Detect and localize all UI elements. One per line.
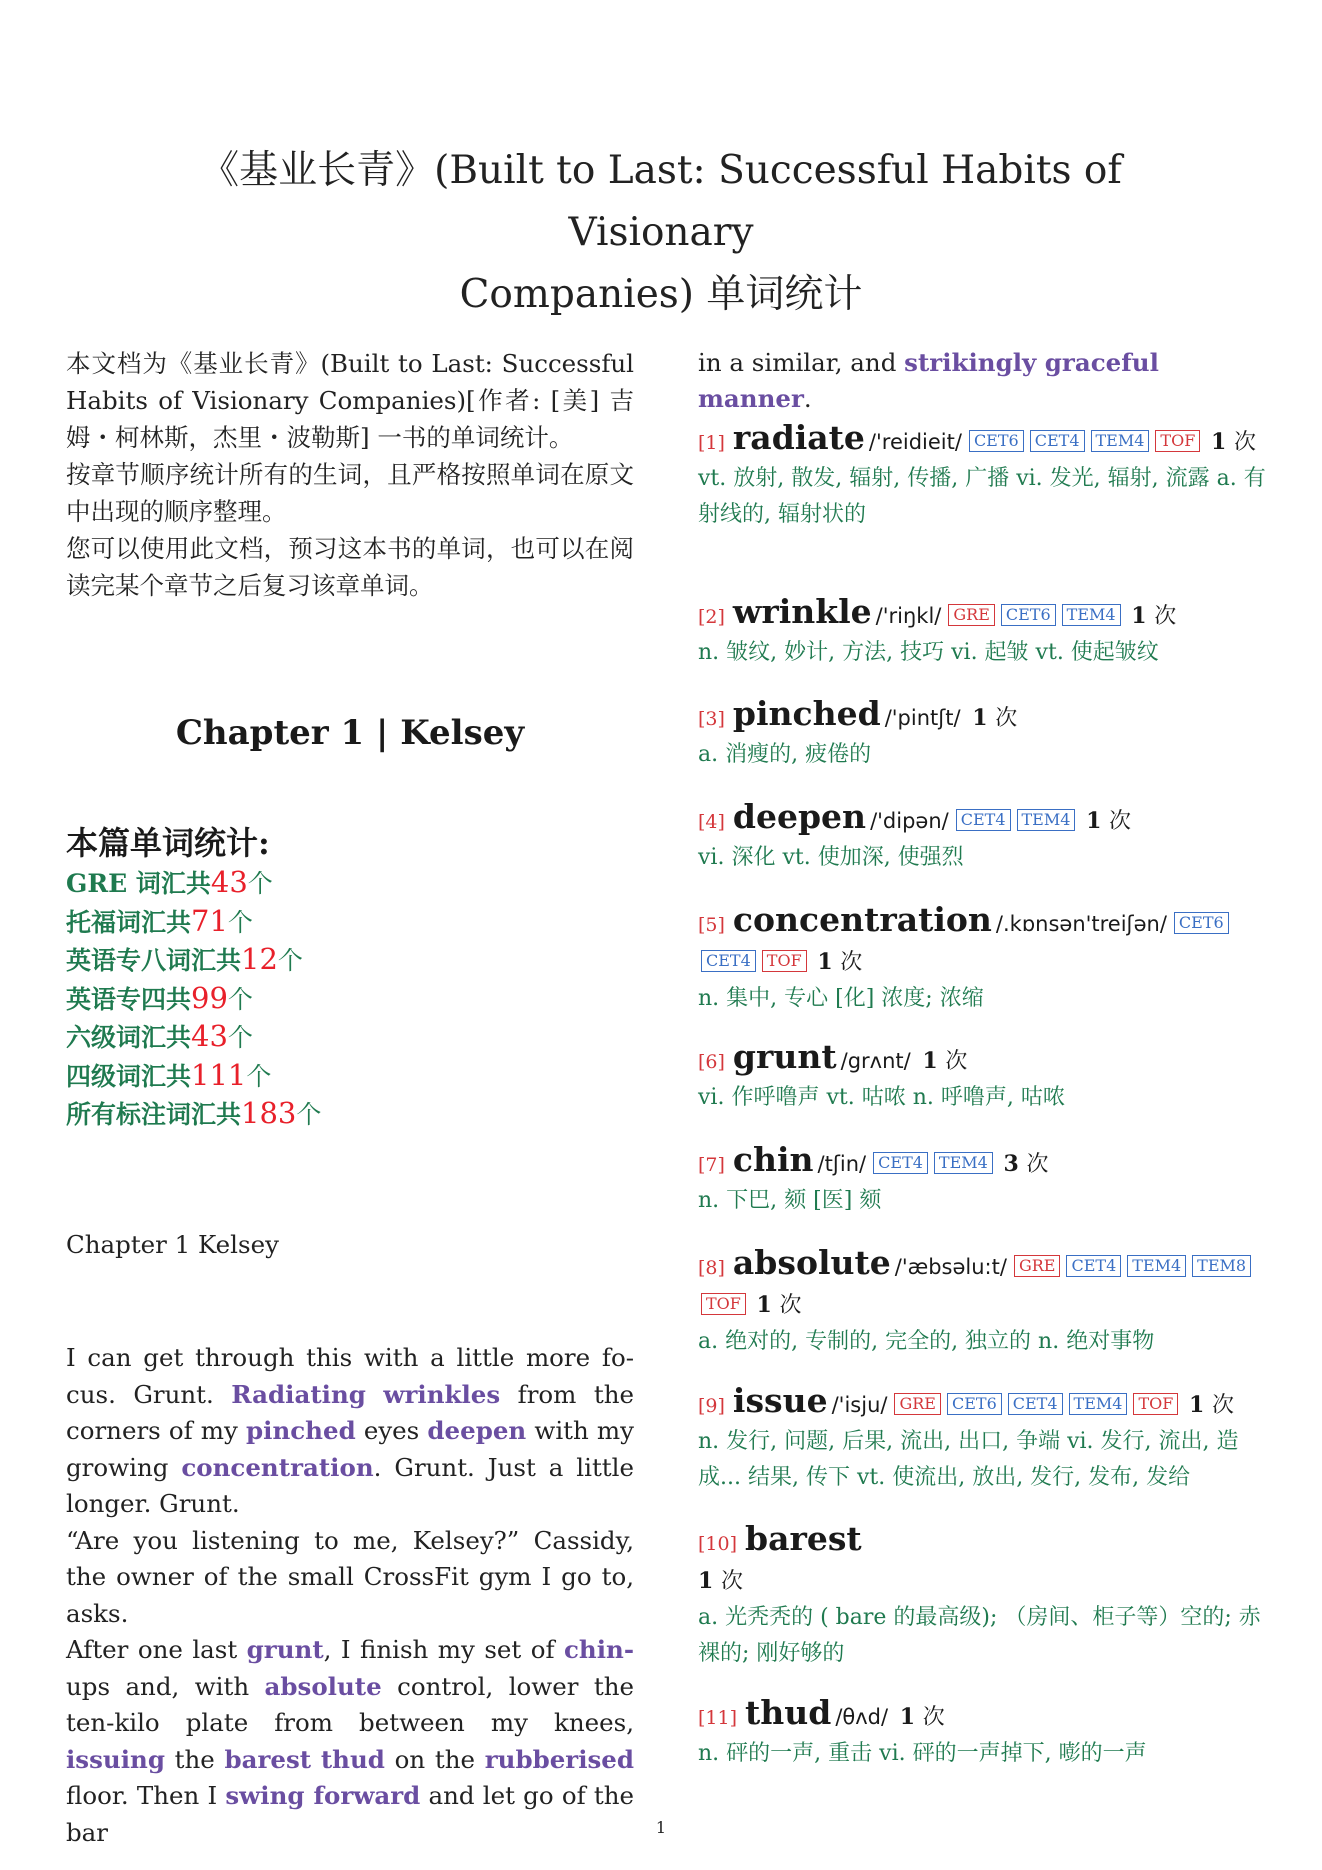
highlight-word: strikingly graceful manner xyxy=(698,348,1159,413)
entry-count: 1 次 xyxy=(1210,429,1256,455)
entry-index: [5] xyxy=(698,914,725,936)
vocab-entry xyxy=(698,902,1270,1017)
tag-badge: GRE xyxy=(948,604,995,626)
tag-badge: TEM4 xyxy=(1017,809,1076,831)
entry-word: concentration xyxy=(732,900,992,939)
entry-word: wrinkle xyxy=(732,592,872,631)
entry-phonetic: /'dipən/ xyxy=(870,809,949,833)
story-continuation: in a similar, and strikingly graceful manner. xyxy=(698,348,1159,413)
stat-label: 所有标注词汇共 xyxy=(66,1100,242,1129)
tag-badge: CET6 xyxy=(969,430,1024,452)
stat-count: 99 xyxy=(191,980,228,1015)
entry-definition: n. 下巴, 颏 [医] 颏 xyxy=(698,1188,882,1213)
tag-badge: GRE xyxy=(1014,1255,1061,1277)
entry-definition: vt. 放射, 散发, 辐射, 传播, 广播 vi. 发光, 辐射, 流露 a. 有射线的, 辐射状的 xyxy=(698,466,1266,527)
entry-phonetic: /'pintʃt/ xyxy=(884,706,961,730)
entry-definition: a. 光秃秃的 ( bare 的最高级); （房间、柜子等）空的; 赤裸的; 刚好够的 xyxy=(698,1605,1261,1666)
entry-definition: a. 消瘦的, 疲倦的 xyxy=(698,742,872,767)
entry-phonetic: /'isju/ xyxy=(831,1393,888,1417)
tag-badge: TOF xyxy=(1155,430,1200,452)
stat-line-toefl xyxy=(66,903,634,942)
tag-badge: CET6 xyxy=(947,1393,1002,1415)
entry-index: [6] xyxy=(698,1051,725,1073)
highlight-word: absolute xyxy=(264,1671,382,1701)
entry-index: [2] xyxy=(698,606,725,628)
highlight-word: wrinkles xyxy=(383,1379,501,1409)
word-stats xyxy=(66,822,634,1134)
entry-count: 1 次 xyxy=(756,1292,802,1318)
tag-badge: TOF xyxy=(762,950,807,972)
tag-badge: TOF xyxy=(701,1293,746,1315)
tag-badge: TEM4 xyxy=(1127,1255,1186,1277)
entry-index: [10] xyxy=(698,1533,738,1555)
tag-badge: CET4 xyxy=(701,950,756,972)
vocab-entry xyxy=(698,1383,1270,1496)
highlight-word: thud xyxy=(320,1744,385,1774)
entry-phonetic: /'riŋkl/ xyxy=(875,604,942,628)
stat-count: 43 xyxy=(210,865,248,899)
stat-line-all xyxy=(66,1095,634,1134)
entry-index: [3] xyxy=(698,708,725,730)
stat-label: 四级词汇共 xyxy=(66,1061,192,1091)
tag-badge: CET4 xyxy=(1008,1393,1063,1415)
tag-badge: GRE xyxy=(894,1393,941,1415)
stat-count: 183 xyxy=(241,1096,297,1130)
entry-definition: vi. 深化 vt. 使加深, 使强烈 xyxy=(698,845,964,870)
vocab-entry xyxy=(698,696,1270,773)
entry-definition: n. 砰的一声, 重击 vi. 砰的一声掉下, 嘭的一声 xyxy=(698,1741,1147,1766)
intro-section xyxy=(66,345,634,604)
tag-badge: TEM4 xyxy=(1091,430,1150,452)
highlight-word: chin- xyxy=(563,1635,635,1664)
vocab-entry xyxy=(698,1039,1270,1116)
stat-line-gre xyxy=(66,864,634,903)
chapter-label: Chapter 1 Kelsey xyxy=(66,1230,279,1259)
entry-word: radiate xyxy=(732,418,865,457)
highlight-word: grunt xyxy=(246,1635,324,1664)
entry-definition: vi. 作呼噜声 vt. 咕哝 n. 呼噜声, 咕哝 xyxy=(698,1085,1065,1110)
entry-count: 1 次 xyxy=(1188,1392,1234,1418)
vocab-entry xyxy=(698,1142,1270,1219)
stat-line-cet4 xyxy=(66,1057,634,1096)
tag-badge: TEM4 xyxy=(1069,1393,1128,1415)
entry-word: issue xyxy=(732,1381,828,1420)
page-number: 1 xyxy=(655,1818,667,1837)
entry-definition: n. 集中, 专心 [化] 浓度; 浓缩 xyxy=(698,986,984,1011)
entry-phonetic: /'reidieit/ xyxy=(868,430,962,454)
entry-word: pinched xyxy=(732,694,881,733)
title-line-2: Companies) 单词统计 xyxy=(459,272,863,317)
highlight-word: deepen xyxy=(427,1416,527,1445)
stat-count: 12 xyxy=(241,942,278,976)
tag-badge: TEM4 xyxy=(934,1152,993,1174)
entry-index: [11] xyxy=(698,1707,738,1729)
entry-phonetic: /grʌnt/ xyxy=(840,1049,911,1073)
document-title xyxy=(110,140,1212,326)
highlight-word: barest xyxy=(224,1744,312,1774)
entry-definition: n. 发行, 问题, 后果, 流出, 出口, 争端 vi. 发行, 流出, 造成... 结果, 传下 vt. 使流出, 放出, 发行, 发布, 发给 xyxy=(698,1429,1239,1490)
stat-line-cet6 xyxy=(66,1018,634,1057)
tag-badge: TOF xyxy=(1133,1393,1178,1415)
entry-definition: a. 绝对的, 专制的, 完全的, 独立的 n. 绝对事物 xyxy=(698,1329,1155,1354)
stat-label: 六级词汇共 xyxy=(66,1023,192,1052)
entry-phonetic: /.kɒnsən'treiʃən/ xyxy=(995,912,1167,936)
stat-unit: 个 xyxy=(296,1100,322,1129)
entry-phonetic: /tʃin/ xyxy=(817,1152,867,1176)
entry-count: 1 次 xyxy=(1086,808,1132,834)
stat-count: 71 xyxy=(191,903,228,938)
vocab-entry xyxy=(698,420,1270,533)
entry-count: 1 次 xyxy=(899,1704,945,1730)
vocab-entry xyxy=(698,799,1270,876)
intro-paragraph: 本文档为《基业长青》(Built to Last: Successful Habits of Visionary Companies)[作者: [美] 吉姆・柯林斯，杰里・波勒斯] 一书的单词统计。 xyxy=(66,349,634,452)
entry-count: 1 次 xyxy=(698,1568,743,1594)
highlight-word: swing forward xyxy=(225,1781,421,1810)
stat-label: 托福词汇共 xyxy=(66,907,192,937)
entry-word: absolute xyxy=(732,1243,891,1282)
intro-paragraph: 您可以使用此文档，预习这本书的单词，也可以在阅读完某个章节之后复习该章单词。 xyxy=(66,534,634,600)
entry-index: [1] xyxy=(698,432,725,454)
entry-phonetic: /θʌd/ xyxy=(835,1705,889,1729)
vocab-entry xyxy=(698,594,1270,671)
entry-count: 1 次 xyxy=(1131,603,1177,629)
story-paragraph-2: “Are you listening to me, Kelsey?” Cassidy, the owner of the small CrossFit gym I go to, asks. xyxy=(66,1525,634,1628)
stat-unit: 个 xyxy=(246,1061,272,1091)
stats-title: 本篇单词统计: xyxy=(66,824,270,862)
stat-unit: 个 xyxy=(277,946,303,975)
stat-label: 英语专八词汇共 xyxy=(66,946,242,975)
tag-badge: CET6 xyxy=(1174,912,1229,934)
story-paragraph-3: After one last grunt, I finish my set of chin-ups and, with absolute control, lower the ten-kilo plate from between my knees, issuing the barest thud on the rubberised floor. Then I swing forward and let go of the bar xyxy=(66,1635,635,1847)
highlight-word: issuing xyxy=(66,1744,165,1774)
vocab-entry xyxy=(698,1695,1270,1772)
stat-unit: 个 xyxy=(227,984,253,1014)
entry-word: deepen xyxy=(732,797,867,836)
entry-word: thud xyxy=(745,1693,832,1732)
entry-word: grunt xyxy=(732,1037,837,1076)
stat-label: GRE 词汇共 xyxy=(66,869,211,898)
stat-label: 英语专四共 xyxy=(66,984,192,1014)
title-line-1: 《基业长青》(Built to Last: Successful Habits of Visionary xyxy=(200,148,1122,255)
vocab-entry xyxy=(698,1245,1270,1360)
tag-badge: CET4 xyxy=(873,1152,928,1174)
highlight-word: pinched xyxy=(246,1416,356,1445)
entry-index: [9] xyxy=(698,1395,725,1417)
right-column xyxy=(698,345,1270,1766)
intro-paragraph: 按章节顺序统计所有的生词，且严格按照单词在原文中出现的顺序整理。 xyxy=(66,460,634,526)
highlight-word: concentration xyxy=(181,1452,374,1482)
tag-badge: CET4 xyxy=(1066,1255,1121,1277)
entry-definition: n. 皱纹, 妙计, 方法, 技巧 vi. 起皱 vt. 使起皱纹 xyxy=(698,640,1159,665)
tag-badge: CET6 xyxy=(1001,604,1056,626)
entry-count: 1 次 xyxy=(817,949,863,975)
entry-count: 3 次 xyxy=(1003,1151,1049,1177)
stat-count: 43 xyxy=(191,1019,228,1053)
stat-line-tem8 xyxy=(66,941,634,980)
entry-count: 1 次 xyxy=(972,705,1018,731)
stat-unit: 个 xyxy=(247,869,273,898)
stat-unit: 个 xyxy=(227,1023,253,1052)
chapter-heading: Chapter 1 | Kelsey xyxy=(175,713,525,753)
left-column xyxy=(66,345,635,1847)
entry-word: chin xyxy=(732,1140,814,1179)
highlight-word: rubberised xyxy=(484,1744,635,1774)
tag-badge: CET4 xyxy=(956,809,1011,831)
entry-index: [8] xyxy=(698,1257,725,1279)
entry-index: [7] xyxy=(698,1154,725,1176)
stat-unit: 个 xyxy=(227,907,253,937)
entry-phonetic: /'æbsəlu:t/ xyxy=(894,1255,1007,1279)
tag-badge: TEM8 xyxy=(1192,1255,1251,1277)
vocab-entry xyxy=(698,1521,1270,1672)
entry-word: barest xyxy=(745,1519,862,1558)
highlight-word: Radiating xyxy=(231,1379,366,1409)
tag-badge: TEM4 xyxy=(1062,604,1121,626)
entry-index: [4] xyxy=(698,811,725,833)
story-text xyxy=(66,1340,634,1851)
stat-line-tem4 xyxy=(66,980,634,1019)
story-paragraph-1: I can get through this with a little more fo-cus. Grunt. Radiating wrinkles from the corners of my pinched eyes deepen with my growing concentration. Grunt. Just a little longer. Grunt. xyxy=(66,1343,634,1518)
tag-badge: CET4 xyxy=(1030,430,1085,452)
stat-count: 111 xyxy=(191,1057,247,1092)
entry-count: 1 次 xyxy=(922,1048,968,1074)
